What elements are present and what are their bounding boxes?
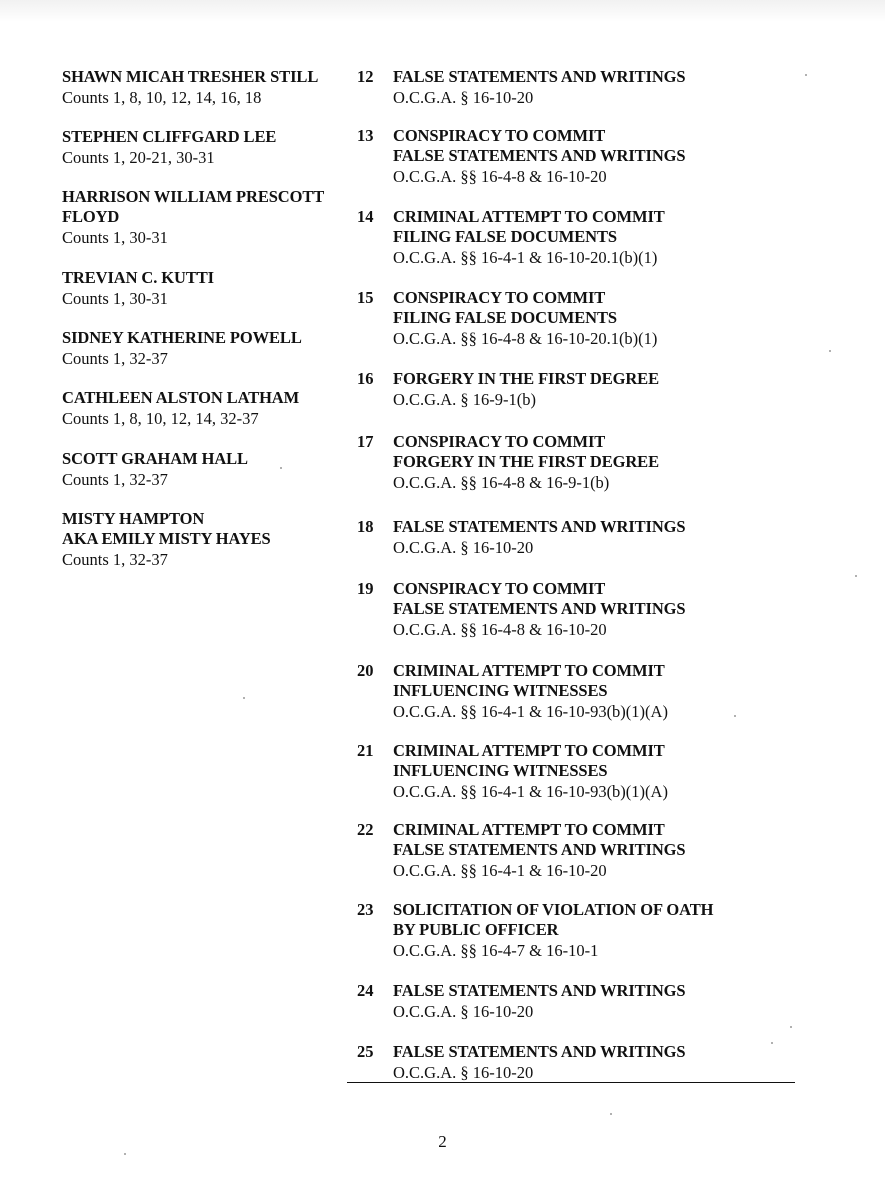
count-title: CONSPIRACY TO COMMIT: [393, 126, 606, 145]
count-statute: O.C.G.A. §§ 16-4-8 & 16-10-20: [393, 620, 607, 639]
defendant-entry: [62, 328, 352, 369]
scan-speck: [610, 1113, 612, 1115]
count-number: 22: [357, 820, 374, 839]
defendant-counts: Counts 1, 8, 10, 12, 14, 32-37: [62, 409, 259, 428]
defendant-entry: [62, 67, 352, 108]
defendant-name: MISTY HAMPTON: [62, 509, 205, 528]
count-number: 16: [357, 369, 374, 388]
count-number: 12: [357, 67, 374, 86]
defendant-counts: Counts 1, 32-37: [62, 349, 168, 368]
count-number: 13: [357, 126, 374, 145]
count-title: FORGERY IN THE FIRST DEGREE: [393, 369, 659, 388]
count-number: 17: [357, 432, 374, 451]
count-title: CRIMINAL ATTEMPT TO COMMIT: [393, 741, 665, 760]
count-title-continued: FORGERY IN THE FIRST DEGREE: [393, 452, 659, 471]
defendant-name: TREVIAN C. KUTTI: [62, 268, 214, 287]
defendant-name: CATHLEEN ALSTON LATHAM: [62, 388, 300, 407]
count-statute: O.C.G.A. §§ 16-4-8 & 16-10-20.1(b)(1): [393, 329, 658, 348]
count-statute: O.C.G.A. §§ 16-4-1 & 16-10-20: [393, 861, 607, 880]
count-title-continued: BY PUBLIC OFFICER: [393, 920, 559, 939]
count-number: 24: [357, 981, 374, 1000]
count-title: FALSE STATEMENTS AND WRITINGS: [393, 1042, 686, 1061]
defendant-counts: Counts 1, 8, 10, 12, 14, 16, 18: [62, 88, 262, 107]
scan-speck: [124, 1153, 126, 1155]
count-title-continued: INFLUENCING WITNESSES: [393, 681, 608, 700]
count-number: 25: [357, 1042, 374, 1061]
scan-speck: [855, 575, 857, 577]
count-statute: O.C.G.A. §§ 16-4-1 & 16-10-93(b)(1)(A): [393, 782, 668, 801]
defendant-name: SCOTT GRAHAM HALL: [62, 449, 248, 468]
count-statute: O.C.G.A. §§ 16-4-1 & 16-10-93(b)(1)(A): [393, 702, 668, 721]
page-number: 2: [438, 1132, 447, 1151]
scan-speck: [805, 74, 807, 76]
defendant-counts: Counts 1, 30-31: [62, 228, 168, 247]
defendant-name: SHAWN MICAH TRESHER STILL: [62, 67, 319, 86]
count-title: SOLICITATION OF VIOLATION OF OATH: [393, 900, 714, 919]
count-statute: O.C.G.A. §§ 16-4-8 & 16-9-1(b): [393, 473, 610, 492]
count-title: CRIMINAL ATTEMPT TO COMMIT: [393, 820, 665, 839]
count-statute: O.C.G.A. § 16-9-1(b): [393, 390, 536, 409]
count-statute: O.C.G.A. §§ 16-4-7 & 16-10-1: [393, 941, 599, 960]
defendant-alias: AKA EMILY MISTY HAYES: [62, 529, 271, 548]
defendant-name: STEPHEN CLIFFGARD LEE: [62, 127, 277, 146]
defendant-counts: Counts 1, 20-21, 30-31: [62, 148, 215, 167]
defendant-name-continued: FLOYD: [62, 207, 120, 226]
scan-speck: [734, 715, 736, 717]
defendant-entry: [62, 268, 352, 309]
count-statute: O.C.G.A. § 16-10-20: [393, 1002, 534, 1021]
count-title-continued: INFLUENCING WITNESSES: [393, 761, 608, 780]
defendant-counts: Counts 1, 32-37: [62, 550, 168, 569]
defendant-name: HARRISON WILLIAM PRESCOTT: [62, 187, 325, 206]
count-number: 15: [357, 288, 374, 307]
count-title: FALSE STATEMENTS AND WRITINGS: [393, 981, 686, 1000]
count-title: CRIMINAL ATTEMPT TO COMMIT: [393, 207, 665, 226]
scan-speck: [243, 697, 245, 699]
scan-speck: [280, 467, 282, 469]
count-title-continued: FILING FALSE DOCUMENTS: [393, 227, 617, 246]
count-number: 19: [357, 579, 374, 598]
scan-speck: [771, 1042, 773, 1044]
bottom-rule: [347, 1082, 795, 1083]
defendant-name: SIDNEY KATHERINE POWELL: [62, 328, 302, 347]
count-number: 20: [357, 661, 374, 680]
defendant-entry: [62, 388, 352, 429]
count-statute: O.C.G.A. § 16-10-20: [393, 1063, 534, 1082]
count-title-continued: FALSE STATEMENTS AND WRITINGS: [393, 146, 686, 165]
count-title-continued: FILING FALSE DOCUMENTS: [393, 308, 617, 327]
count-statute: O.C.G.A. §§ 16-4-8 & 16-10-20: [393, 167, 607, 186]
count-statute: O.C.G.A. §§ 16-4-1 & 16-10-20.1(b)(1): [393, 248, 658, 267]
count-title: CONSPIRACY TO COMMIT: [393, 579, 606, 598]
defendant-entry: [62, 509, 352, 570]
count-title-continued: FALSE STATEMENTS AND WRITINGS: [393, 599, 686, 618]
count-title: FALSE STATEMENTS AND WRITINGS: [393, 67, 686, 86]
count-title: CRIMINAL ATTEMPT TO COMMIT: [393, 661, 665, 680]
defendant-counts: Counts 1, 30-31: [62, 289, 168, 308]
defendant-entry: [62, 449, 352, 490]
count-number: 14: [357, 207, 374, 226]
count-statute: O.C.G.A. § 16-10-20: [393, 538, 534, 557]
count-number: 18: [357, 517, 374, 536]
count-title: CONSPIRACY TO COMMIT: [393, 288, 606, 307]
defendant-counts: Counts 1, 32-37: [62, 470, 168, 489]
count-number: 21: [357, 741, 374, 760]
count-statute: O.C.G.A. § 16-10-20: [393, 88, 534, 107]
count-title: FALSE STATEMENTS AND WRITINGS: [393, 517, 686, 536]
scan-speck: [790, 1026, 792, 1028]
defendant-entry: [62, 127, 352, 168]
count-title-continued: FALSE STATEMENTS AND WRITINGS: [393, 840, 686, 859]
scan-speck: [829, 350, 831, 352]
count-number: 23: [357, 900, 374, 919]
count-title: CONSPIRACY TO COMMIT: [393, 432, 606, 451]
defendant-entry: [62, 187, 352, 248]
